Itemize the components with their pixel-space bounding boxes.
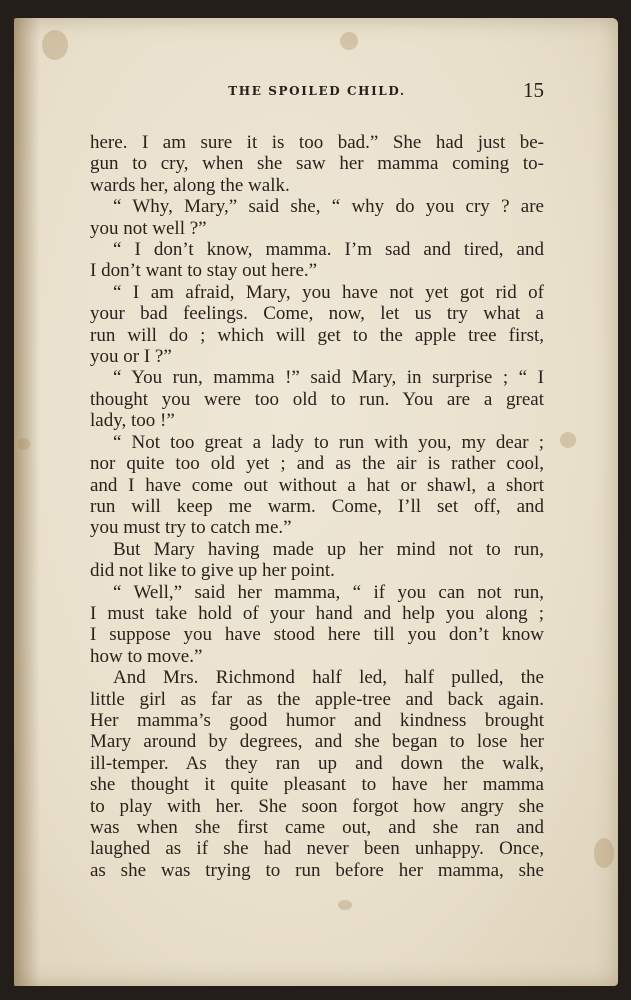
text-line: was when she first came out, and she ran and [90, 817, 544, 838]
foxing-spot [560, 432, 576, 448]
text-line: “ Not too great a lady to run with you, my dear ; [113, 431, 544, 453]
binding-gutter-shadow [14, 18, 40, 986]
text-line: you must try to catch me.” [90, 517, 292, 539]
text-line: thought you were too old to run. You are a great [90, 388, 544, 410]
foxing-spot [18, 438, 30, 450]
page-header [90, 77, 544, 107]
text-line: nor quite too old yet ; and as the air is rather cool, [90, 453, 544, 475]
text-line: run will do ; which will get to the apple tree first, [90, 324, 544, 346]
text-line: you not well ?” [90, 217, 207, 239]
text-line: “ Well,” said her mamma, “ if you can not run, [113, 581, 544, 603]
text-line: you or I ?” [90, 346, 172, 368]
text-line: as she was trying to run before her mamma, she [90, 859, 544, 881]
running-head: THE SPOILED CHILD. [228, 84, 406, 98]
foxing-spot [42, 30, 68, 60]
text-line: and I have come out without a hat or shawl, a short [90, 474, 544, 496]
text-line: here. I am sure it is too bad.” She had just be- [90, 132, 544, 153]
text-line: And Mrs. Richmond half led, half pulled, the [113, 667, 544, 689]
text-line: “ You run, mamma !” said Mary, in surprise ; “ I [113, 367, 544, 389]
text-line: gun to cry, when she saw her mamma coming to- [90, 153, 544, 175]
text-line: I don’t want to stay out here.” [90, 260, 318, 282]
text-line: your bad feelings. Come, now, let us try what a [90, 303, 544, 325]
text-line: “ I don’t know, mamma. I’m sad and tired, and [113, 239, 544, 261]
page-number: 15 [523, 78, 544, 102]
text-line: lady, too !” [90, 410, 175, 432]
text-line: how to move.” [90, 645, 203, 667]
text-line: I must take hold of your hand and help you along ; [90, 602, 544, 624]
text-line: run will keep me warm. Come, I’ll set off, and [90, 495, 544, 517]
text-line: Mary around by degrees, and she began to lose her [90, 731, 544, 753]
text-line: to play with her. She soon forgot how angry she [90, 795, 544, 817]
text-line: Her mamma’s good humor and kindness brought [90, 709, 544, 731]
text-line: wards her, along the walk. [90, 174, 290, 196]
foxing-spot [340, 32, 358, 50]
body-text [90, 132, 544, 881]
text-line: But Mary having made up her mind not to run, [113, 538, 544, 560]
text-line: ill-temper. As they ran up and down the walk, [90, 752, 544, 774]
foxing-spot [594, 838, 614, 868]
text-line: I suppose you have stood here till you don’t know [90, 624, 544, 646]
text-line: did not like to give up her point. [90, 560, 335, 582]
text-line: little girl as far as the apple-tree and back again. [90, 688, 544, 710]
text-line: she thought it quite pleasant to have her mamma [90, 774, 544, 796]
text-line: “ I am afraid, Mary, you have not yet got rid of [113, 281, 544, 303]
foxing-spot [338, 900, 352, 910]
text-line: laughed as if she had never been unhappy. Once, [90, 838, 544, 860]
text-line: “ Why, Mary,” said she, “ why do you cry ? are [113, 196, 544, 218]
